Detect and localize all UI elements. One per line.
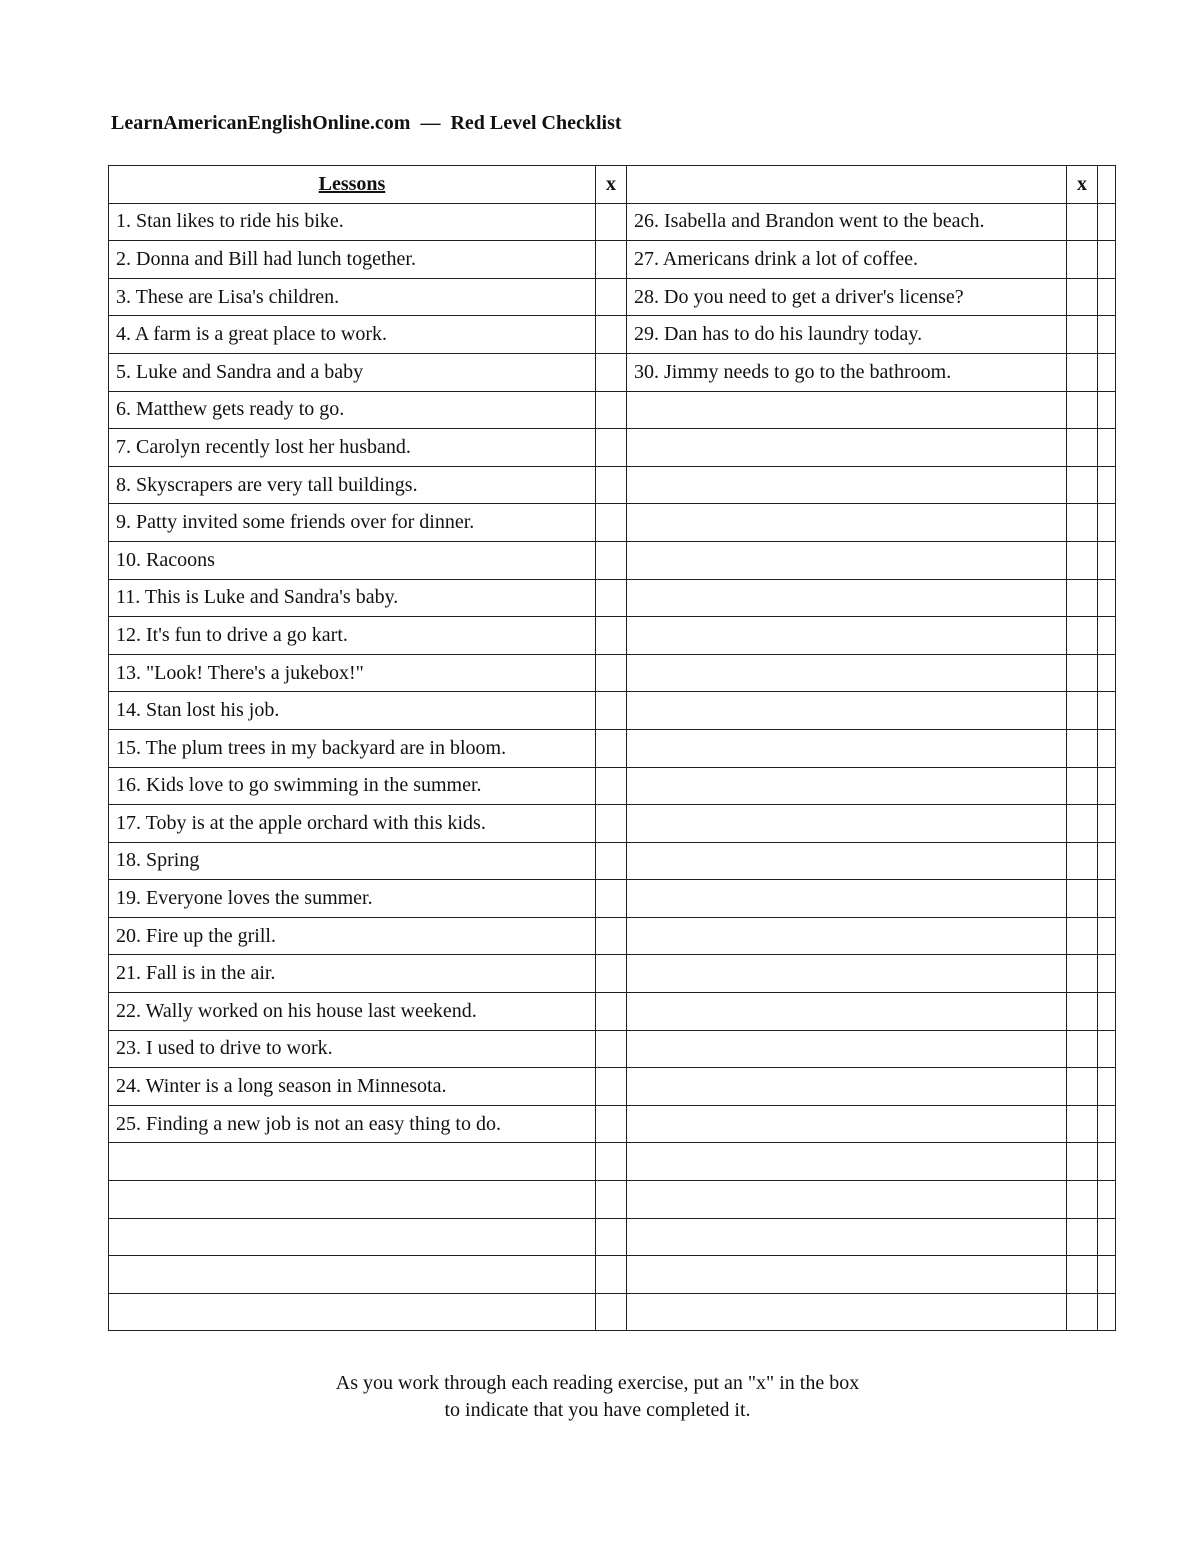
lesson-cell-left [109,1143,596,1181]
checkbox-cell-right[interactable] [1067,241,1098,279]
lesson-cell-left: 10. Racoons [109,541,596,579]
table-row [109,391,1116,429]
lesson-cell-right [627,504,1067,542]
table-row [109,767,1116,805]
table-row [109,316,1116,354]
checkbox-cell-right[interactable] [1067,805,1098,843]
checkbox-cell-left[interactable] [596,1143,627,1181]
lesson-cell-left: 21. Fall is in the air. [109,955,596,993]
table-edge-cell [1098,466,1116,504]
checkbox-cell-right[interactable] [1067,316,1098,354]
lesson-cell-right: 30. Jimmy needs to go to the bathroom. [627,353,1067,391]
table-row [109,504,1116,542]
table-edge-cell [1098,166,1116,204]
lesson-cell-right [627,917,1067,955]
lesson-cell-left [109,1181,596,1219]
lesson-cell-left: 16. Kids love to go swimming in the summer. [109,767,596,805]
checkbox-cell-left[interactable] [596,654,627,692]
table-edge-cell [1098,1256,1116,1294]
checkbox-cell-left[interactable] [596,504,627,542]
table-row [109,353,1116,391]
checkbox-cell-left[interactable] [596,1105,627,1143]
table-row [109,541,1116,579]
checkbox-cell-left[interactable] [596,1030,627,1068]
checkbox-cell-left[interactable] [596,1218,627,1256]
lesson-cell-left: 4. A farm is a great place to work. [109,316,596,354]
lesson-cell-right [627,1256,1067,1294]
checkbox-cell-right[interactable] [1067,1105,1098,1143]
lesson-cell-left: 9. Patty invited some friends over for dinner. [109,504,596,542]
checkbox-cell-left[interactable] [596,1256,627,1294]
checkbox-cell-right[interactable] [1067,767,1098,805]
lesson-cell-right [627,767,1067,805]
lesson-cell-left: 11. This is Luke and Sandra's baby. [109,579,596,617]
lesson-cell-right [627,579,1067,617]
lesson-cell-right: 28. Do you need to get a driver's license? [627,278,1067,316]
table-row [109,241,1116,279]
checkbox-cell-right[interactable] [1067,654,1098,692]
lesson-cell-left: 14. Stan lost his job. [109,692,596,730]
lesson-cell-left: 22. Wally worked on his house last weekend. [109,993,596,1031]
table-edge-cell [1098,617,1116,655]
table-edge-cell [1098,504,1116,542]
lesson-cell-right [627,1030,1067,1068]
table-row [109,880,1116,918]
table-row [109,842,1116,880]
table-row [109,203,1116,241]
checkbox-cell-right[interactable] [1067,1256,1098,1294]
table-row [109,1181,1116,1219]
table-edge-cell [1098,429,1116,467]
checkbox-cell-left[interactable] [596,617,627,655]
checkbox-cell-left[interactable] [596,767,627,805]
table-edge-cell [1098,579,1116,617]
table-edge-cell [1098,805,1116,843]
checkbox-cell-left[interactable] [596,429,627,467]
lesson-cell-right [627,429,1067,467]
checkbox-cell-right[interactable] [1067,353,1098,391]
checkbox-cell-right[interactable] [1067,504,1098,542]
checkbox-cell-right[interactable] [1067,1293,1098,1331]
lesson-cell-right [627,391,1067,429]
table-edge-cell [1098,1181,1116,1219]
lesson-cell-right [627,654,1067,692]
page-title: LearnAmericanEnglishOnline.com — Red Level Checklist [111,112,622,134]
lesson-cell-right [627,541,1067,579]
table-row [109,993,1116,1031]
lesson-cell-left: 13. "Look! There's a jukebox!" [109,654,596,692]
checkbox-cell-right[interactable] [1067,278,1098,316]
table-row [109,466,1116,504]
table-row [109,1143,1116,1181]
lesson-cell-left [109,1218,596,1256]
table-edge-cell [1098,842,1116,880]
lesson-cell-right [627,1218,1067,1256]
table-edge-cell [1098,541,1116,579]
lesson-cell-left: 1. Stan likes to ride his bike. [109,203,596,241]
table-header-row [109,166,1116,204]
table-edge-cell [1098,391,1116,429]
table-edge-cell [1098,1068,1116,1106]
table-row [109,1030,1116,1068]
table-edge-cell [1098,729,1116,767]
checkbox-cell-left[interactable] [596,466,627,504]
checkbox-cell-left[interactable] [596,1068,627,1106]
checkbox-cell-left[interactable] [596,241,627,279]
table-row [109,278,1116,316]
lesson-cell-left: 8. Skyscrapers are very tall buildings. [109,466,596,504]
table-edge-cell [1098,993,1116,1031]
lesson-checklist-table [108,165,1116,1331]
checkbox-cell-left[interactable] [596,993,627,1031]
checkbox-cell-right[interactable] [1067,466,1098,504]
checkbox-cell-right[interactable] [1067,993,1098,1031]
lesson-cell-right [627,617,1067,655]
table-edge-cell [1098,880,1116,918]
checkbox-cell-right[interactable] [1067,1143,1098,1181]
lesson-cell-right [627,466,1067,504]
table-edge-cell [1098,1293,1116,1331]
table-row [109,917,1116,955]
checkbox-cell-right[interactable] [1067,1068,1098,1106]
checkbox-cell-left[interactable] [596,391,627,429]
checkbox-cell-right[interactable] [1067,1181,1098,1219]
checkbox-cell-left[interactable] [596,353,627,391]
lesson-cell-left: 2. Donna and Bill had lunch together. [109,241,596,279]
checkbox-cell-right[interactable] [1067,880,1098,918]
lesson-cell-right [627,993,1067,1031]
checkbox-cell-right[interactable] [1067,955,1098,993]
checkbox-cell-right[interactable] [1067,541,1098,579]
table-edge-cell [1098,692,1116,730]
lesson-cell-right: 29. Dan has to do his laundry today. [627,316,1067,354]
table-edge-cell [1098,1218,1116,1256]
table-edge-cell [1098,316,1116,354]
instructions [0,1370,1195,1424]
lesson-cell-right [627,1068,1067,1106]
table-edge-cell [1098,654,1116,692]
lesson-cell-right [627,1143,1067,1181]
table-edge-cell [1098,767,1116,805]
checkbox-cell-left[interactable] [596,692,627,730]
lesson-cell-left [109,1293,596,1331]
lesson-cell-left: 25. Finding a new job is not an easy thing to do. [109,1105,596,1143]
table-row [109,654,1116,692]
checkbox-cell-left[interactable] [596,203,627,241]
checkbox-cell-left[interactable] [596,917,627,955]
checkbox-cell-right[interactable] [1067,429,1098,467]
lesson-cell-right [627,692,1067,730]
table-edge-cell [1098,278,1116,316]
checkbox-cell-left[interactable] [596,541,627,579]
table-edge-cell [1098,241,1116,279]
table-row [109,1256,1116,1294]
lesson-cell-left: 20. Fire up the grill. [109,917,596,955]
checkbox-cell-left[interactable] [596,1181,627,1219]
checkbox-cell-right[interactable] [1067,692,1098,730]
table-edge-cell [1098,1030,1116,1068]
checkbox-cell-right[interactable] [1067,1030,1098,1068]
table-row [109,692,1116,730]
checkbox-cell-right[interactable] [1067,391,1098,429]
lesson-cell-left: 19. Everyone loves the summer. [109,880,596,918]
checkbox-cell-left[interactable] [596,579,627,617]
checkbox-cell-left[interactable] [596,880,627,918]
table-row [109,1105,1116,1143]
checkbox-cell-right[interactable] [1067,917,1098,955]
table-edge-cell [1098,917,1116,955]
lesson-cell-right [627,805,1067,843]
lesson-cell-left: 12. It's fun to drive a go kart. [109,617,596,655]
checkbox-cell-left[interactable] [596,729,627,767]
instructions-line-2: to indicate that you have completed it. [444,1399,751,1421]
checkbox-cell-right[interactable] [1067,729,1098,767]
lesson-cell-right [627,1293,1067,1331]
lesson-cell-left: 7. Carolyn recently lost her husband. [109,429,596,467]
lesson-cell-left: 5. Luke and Sandra and a baby [109,353,596,391]
checkbox-cell-right[interactable] [1067,617,1098,655]
table-row [109,1068,1116,1106]
lessons-header-right [627,166,1067,204]
lesson-cell-right [627,1105,1067,1143]
lesson-cell-right [627,880,1067,918]
checkbox-cell-left[interactable] [596,278,627,316]
lesson-cell-left: 15. The plum trees in my backyard are in bloom. [109,729,596,767]
completed-header-right: x [1067,166,1098,204]
table-edge-cell [1098,1143,1116,1181]
table-row [109,579,1116,617]
lessons-header: Lessons [109,166,596,204]
lesson-cell-right: 26. Isabella and Brandon went to the beach. [627,203,1067,241]
table-row [109,1218,1116,1256]
table-edge-cell [1098,353,1116,391]
lesson-cell-right [627,842,1067,880]
instructions-line-1: As you work through each reading exercise, put an "x" in the box [335,1372,860,1394]
lesson-cell-left: 18. Spring [109,842,596,880]
table-edge-cell [1098,955,1116,993]
lesson-cell-left: 17. Toby is at the apple orchard with this kids. [109,805,596,843]
lesson-cell-left: 24. Winter is a long season in Minnesota. [109,1068,596,1106]
checkbox-cell-left[interactable] [596,805,627,843]
table-edge-cell [1098,203,1116,241]
lesson-cell-left [109,1256,596,1294]
lesson-cell-right [627,955,1067,993]
checkbox-cell-left[interactable] [596,842,627,880]
lesson-cell-right [627,1181,1067,1219]
checkbox-cell-right[interactable] [1067,842,1098,880]
lesson-cell-left: 3. These are Lisa's children. [109,278,596,316]
table-row [109,805,1116,843]
checkbox-cell-right[interactable] [1067,579,1098,617]
lesson-cell-left: 6. Matthew gets ready to go. [109,391,596,429]
checkbox-cell-right[interactable] [1067,203,1098,241]
table-edge-cell [1098,1105,1116,1143]
checkbox-cell-right[interactable] [1067,1218,1098,1256]
lesson-cell-right [627,729,1067,767]
checkbox-cell-left[interactable] [596,316,627,354]
table-row [109,955,1116,993]
table-row [109,617,1116,655]
completed-header-left: x [596,166,627,204]
lesson-cell-right: 27. Americans drink a lot of coffee. [627,241,1067,279]
checkbox-cell-left[interactable] [596,955,627,993]
table-row [109,1293,1116,1331]
table-row [109,429,1116,467]
lesson-cell-left: 23. I used to drive to work. [109,1030,596,1068]
table-row [109,729,1116,767]
checkbox-cell-left[interactable] [596,1293,627,1331]
